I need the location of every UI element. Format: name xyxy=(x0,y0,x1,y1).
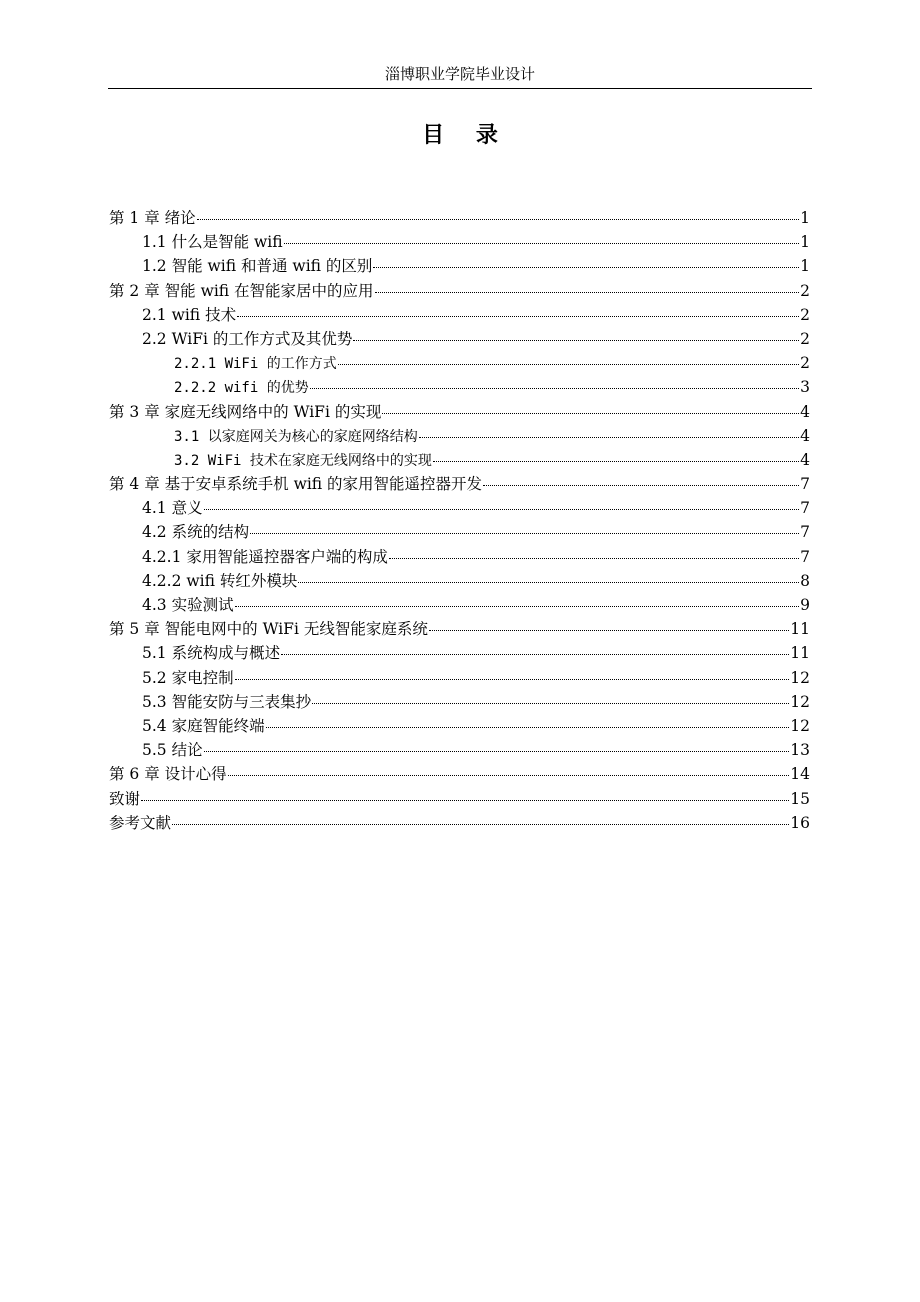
header-rule xyxy=(108,88,812,89)
toc-entry[interactable] xyxy=(109,545,810,569)
toc-dot-leader xyxy=(204,508,800,510)
toc-entry[interactable] xyxy=(109,520,810,544)
toc-entry[interactable] xyxy=(109,424,810,448)
toc-entry-label: 1.2 智能 wifi 和普通 wifi 的区别 xyxy=(142,257,373,276)
toc-entry-label: 5.3 智能安防与三表集抄 xyxy=(142,692,312,711)
toc-page-number: 2 xyxy=(800,354,810,373)
toc-entry[interactable] xyxy=(109,254,810,278)
toc-dot-leader xyxy=(382,412,799,414)
toc-entry-label: 3.2 WiFi 技术在家庭无线网络中的实现 xyxy=(174,452,432,469)
toc-entry-label: 参考文献 xyxy=(109,813,172,832)
toc-entry-label: 第 2 章 智能 wifi 在智能家居中的应用 xyxy=(109,281,374,300)
toc-entry[interactable] xyxy=(109,593,810,617)
toc-entry-label: 第 3 章 家庭无线网络中的 WiFi 的实现 xyxy=(109,402,382,421)
toc-dot-leader xyxy=(483,484,799,486)
toc-entry[interactable] xyxy=(109,496,810,520)
toc-page-number: 12 xyxy=(790,716,810,735)
toc-dot-leader xyxy=(312,702,789,704)
toc-title: 目 录 xyxy=(422,123,510,148)
toc-entry[interactable] xyxy=(109,569,810,593)
toc-entry[interactable] xyxy=(109,279,810,303)
toc-entry-label: 5.4 家庭智能终端 xyxy=(142,716,265,735)
toc-dot-leader xyxy=(375,291,800,293)
toc-dot-leader xyxy=(141,799,789,801)
toc-entry-label: 第 1 章 绪论 xyxy=(109,209,196,227)
toc-page-number: 16 xyxy=(790,813,810,832)
toc-entry[interactable] xyxy=(109,327,810,351)
toc-entry[interactable] xyxy=(109,690,810,714)
toc-entry-label: 第 5 章 智能电网中的 WiFi 无线智能家庭系统 xyxy=(109,620,428,639)
toc-dot-leader xyxy=(250,532,799,534)
toc-page-number: 13 xyxy=(790,741,810,760)
toc-dot-leader xyxy=(310,387,799,389)
toc-page-number: 1 xyxy=(800,233,810,252)
toc-entry-label: 4.2.1 家用智能遥控器客户端的构成 xyxy=(142,547,388,566)
toc-entry[interactable] xyxy=(109,448,810,472)
table-of-contents xyxy=(109,206,810,835)
toc-entry[interactable] xyxy=(109,666,810,690)
toc-entry-label: 致谢 xyxy=(109,789,141,808)
toc-dot-leader xyxy=(284,242,800,244)
toc-entry-label: 4.3 实验测试 xyxy=(142,596,234,614)
toc-page-number: 12 xyxy=(790,668,810,687)
toc-dot-leader xyxy=(237,315,799,317)
toc-dot-leader xyxy=(197,218,799,220)
toc-dot-leader xyxy=(228,774,790,776)
toc-dot-leader xyxy=(433,460,799,462)
toc-page-number: 2 xyxy=(800,305,810,324)
toc-page-number: 7 xyxy=(800,475,810,494)
toc-entry-label: 2.2 WiFi 的工作方式及其优势 xyxy=(142,329,353,348)
toc-entry-label: 4.2 系统的结构 xyxy=(142,523,250,542)
toc-entry[interactable] xyxy=(109,714,810,738)
toc-entry[interactable] xyxy=(109,762,810,786)
toc-page-number: 4 xyxy=(800,450,810,469)
toc-dot-leader xyxy=(338,363,799,365)
toc-entry-label: 第 4 章 基于安卓系统手机 wifi 的家用智能遥控器开发 xyxy=(109,475,483,494)
toc-entry[interactable] xyxy=(109,811,810,835)
toc-dot-leader xyxy=(235,678,790,680)
toc-page-number: 1 xyxy=(800,257,810,276)
toc-entry-label: 5.1 系统构成与概述 xyxy=(142,644,281,663)
toc-entry-label: 3.1 以家庭网关为核心的家庭网络结构 xyxy=(174,428,418,445)
toc-dot-leader xyxy=(172,823,789,825)
toc-page-number: 8 xyxy=(800,571,810,590)
toc-entry[interactable] xyxy=(109,375,810,399)
toc-entry[interactable] xyxy=(109,738,810,762)
toc-entry[interactable] xyxy=(109,351,810,375)
toc-dot-leader xyxy=(389,557,799,559)
toc-dot-leader xyxy=(298,581,799,583)
toc-page-number: 7 xyxy=(800,547,810,566)
toc-page-number: 14 xyxy=(790,765,810,784)
toc-page-number: 1 xyxy=(800,209,810,227)
toc-page-number: 9 xyxy=(800,596,810,614)
toc-entry[interactable] xyxy=(109,303,810,327)
toc-page-number: 11 xyxy=(790,644,810,663)
toc-dot-leader xyxy=(235,605,800,607)
toc-page-number: 7 xyxy=(800,499,810,518)
toc-entry[interactable] xyxy=(109,787,810,811)
toc-entry[interactable] xyxy=(109,472,810,496)
toc-dot-leader xyxy=(353,339,799,341)
toc-entry-label: 5.5 结论 xyxy=(142,741,203,760)
toc-entry[interactable] xyxy=(109,230,810,254)
toc-page-number: 3 xyxy=(800,378,810,397)
toc-entry[interactable] xyxy=(109,641,810,665)
toc-page-number: 2 xyxy=(800,281,810,300)
toc-entry-label: 4.1 意义 xyxy=(142,499,203,518)
toc-entry-label: 2.1 wifi 技术 xyxy=(142,305,237,324)
toc-entry[interactable] xyxy=(109,400,810,424)
toc-entry-label: 1.1 什么是智能 wifi xyxy=(142,233,283,252)
toc-entry-label: 第 6 章 设计心得 xyxy=(109,765,227,784)
toc-page-number: 12 xyxy=(790,692,810,711)
toc-entry-label: 4.2.2 wifi 转红外模块 xyxy=(142,571,298,590)
toc-dot-leader xyxy=(204,750,790,752)
toc-dot-leader xyxy=(429,629,789,631)
toc-dot-leader xyxy=(373,266,799,268)
toc-dot-leader xyxy=(266,726,790,728)
toc-entry[interactable] xyxy=(109,206,810,230)
toc-page-number: 11 xyxy=(790,620,810,639)
toc-entry-label: 5.2 家电控制 xyxy=(142,668,234,687)
toc-dot-leader xyxy=(281,653,789,655)
running-header: 淄博职业学院毕业设计 xyxy=(384,65,535,83)
toc-page-number: 2 xyxy=(800,329,810,348)
toc-dot-leader xyxy=(419,436,799,438)
toc-page-number: 15 xyxy=(790,789,810,808)
toc-page-number: 7 xyxy=(800,523,810,542)
toc-page-number: 4 xyxy=(800,426,810,445)
toc-page-number: 4 xyxy=(800,402,810,421)
toc-entry[interactable] xyxy=(109,617,810,641)
toc-entry-label: 2.2.1 WiFi 的工作方式 xyxy=(174,356,337,373)
toc-entry-label: 2.2.2 wifi 的优势 xyxy=(174,380,309,397)
